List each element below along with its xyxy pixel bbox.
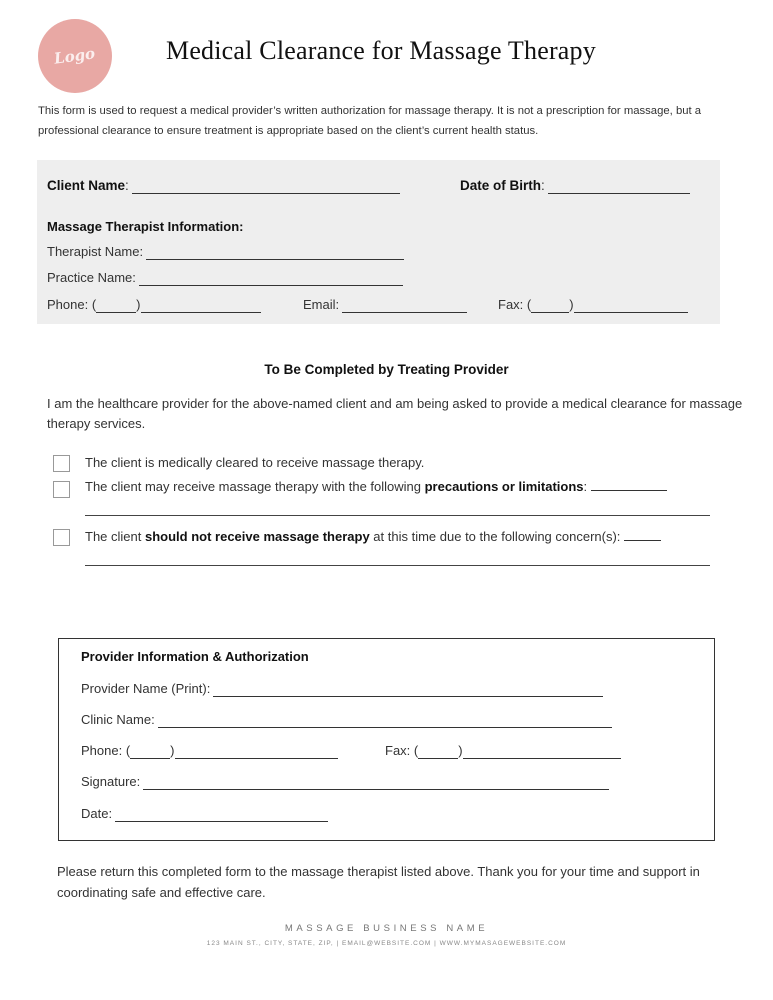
option-bold-text: should not receive massage therapy xyxy=(144,529,370,544)
precautions-extra-line[interactable] xyxy=(85,515,710,516)
business-name: MASSAGE BUSINESS NAME xyxy=(284,923,489,934)
clinic-name-input-line[interactable] xyxy=(158,716,612,728)
authorization-title: Provider Information & Authorization xyxy=(81,649,309,664)
page-title: Medical Clearance for Massage Therapy xyxy=(166,36,596,65)
fax-label: Fax: ( xyxy=(498,297,532,312)
clinic-name-field[interactable] xyxy=(81,712,612,728)
practice-name-field[interactable] xyxy=(47,270,403,286)
precautions-checkbox[interactable] xyxy=(53,481,70,498)
option-not-cleared xyxy=(85,529,661,544)
client-name-input-line[interactable] xyxy=(132,182,400,194)
therapist-heading-text: Massage Therapist Information: xyxy=(47,219,244,234)
phone-label: Phone: ( xyxy=(81,743,131,758)
logo-text: Logo xyxy=(53,44,97,68)
option-text-after: at this time due to the following concern(s): xyxy=(369,529,625,544)
practice-name-input-line[interactable] xyxy=(139,274,403,286)
email-input-line[interactable] xyxy=(342,301,467,313)
cleared-checkbox[interactable] xyxy=(53,455,70,472)
option-text: The client is medically cleared to receive massage therapy. xyxy=(85,455,425,470)
option-text: The client xyxy=(85,529,145,544)
colon: : xyxy=(541,178,545,193)
phone-input-line[interactable] xyxy=(175,747,338,759)
close-paren: ) xyxy=(136,297,141,312)
therapist-name-label: Therapist Name: xyxy=(47,244,144,259)
option-precautions xyxy=(85,479,667,494)
intro-paragraph: This form is used to request a medical provider’s written authorization for massage therapy. It is not a prescription for massage, but a professional clearance to ensure treatment is appropriate based on the client’s current health status. xyxy=(38,105,702,137)
phone-input-line[interactable] xyxy=(141,301,261,313)
not-cleared-checkbox[interactable] xyxy=(53,529,70,546)
provider-name-field[interactable] xyxy=(81,681,603,697)
date-label: Date: xyxy=(81,806,113,821)
close-paren: ) xyxy=(170,743,175,758)
fax-input-line[interactable] xyxy=(463,747,621,759)
email-label: Email: xyxy=(303,297,340,312)
date-input-line[interactable] xyxy=(115,810,328,822)
clinic-name-label: Clinic Name: xyxy=(81,712,155,727)
closing-paragraph: Please return this completed form to the massage therapist listed above. Thank you for your time and support in coordinating safe and effective care. xyxy=(57,864,700,900)
close-paren: ) xyxy=(458,743,463,758)
phone-label: Phone: ( xyxy=(47,297,97,312)
therapist-name-input-line[interactable] xyxy=(146,248,404,260)
signature-label: Signature: xyxy=(81,774,141,789)
fax-input-line[interactable] xyxy=(574,301,688,313)
area-code-line[interactable] xyxy=(96,301,136,313)
fax-area-code-line[interactable] xyxy=(531,301,569,313)
date-field[interactable] xyxy=(81,806,328,822)
area-code-line[interactable] xyxy=(130,747,170,759)
fax-label: Fax: ( xyxy=(385,743,419,758)
option-cleared xyxy=(85,455,424,470)
therapist-phone-field[interactable] xyxy=(47,297,261,313)
therapist-name-field[interactable] xyxy=(47,244,404,260)
fax-area-code-line[interactable] xyxy=(418,747,458,759)
therapist-fax-field[interactable] xyxy=(498,297,688,313)
therapist-email-field[interactable] xyxy=(303,297,467,313)
signature-input-line[interactable] xyxy=(143,778,609,790)
concerns-extra-line[interactable] xyxy=(85,565,710,566)
business-address: 123 MAIN ST., CITY, STATE, ZIP, | EMAIL@WEBSITE.COM | WWW.MYMASAGEWEBSITE.COM xyxy=(206,940,567,947)
provider-name-input-line[interactable] xyxy=(213,685,603,697)
option-text-after: : xyxy=(583,479,591,494)
provider-phone-field[interactable] xyxy=(81,743,338,759)
colon: : xyxy=(125,178,129,193)
option-text: The client may receive massage therapy with the following xyxy=(85,479,425,494)
option-bold-text: precautions or limitations xyxy=(424,479,584,494)
dob-field[interactable] xyxy=(460,178,690,194)
therapist-info-heading xyxy=(47,219,243,235)
section-title: To Be Completed by Treating Provider xyxy=(264,362,509,377)
practice-name-label: Practice Name: xyxy=(47,270,136,285)
dob-label: Date of Birth xyxy=(460,178,541,193)
concerns-input-line[interactable] xyxy=(624,529,661,541)
logo xyxy=(38,19,112,93)
precautions-input-line[interactable] xyxy=(591,479,667,491)
provider-fax-field[interactable] xyxy=(385,743,621,759)
dob-input-line[interactable] xyxy=(548,182,690,194)
client-name-field[interactable] xyxy=(47,178,400,194)
signature-field[interactable] xyxy=(81,774,609,790)
provider-name-label: Provider Name (Print): xyxy=(81,681,211,696)
provider-statement: I am the healthcare provider for the above-named client and am being asked to provide a medical clearance for massage therapy services. xyxy=(47,396,743,431)
client-name-label: Client Name xyxy=(47,178,126,193)
close-paren: ) xyxy=(569,297,574,312)
